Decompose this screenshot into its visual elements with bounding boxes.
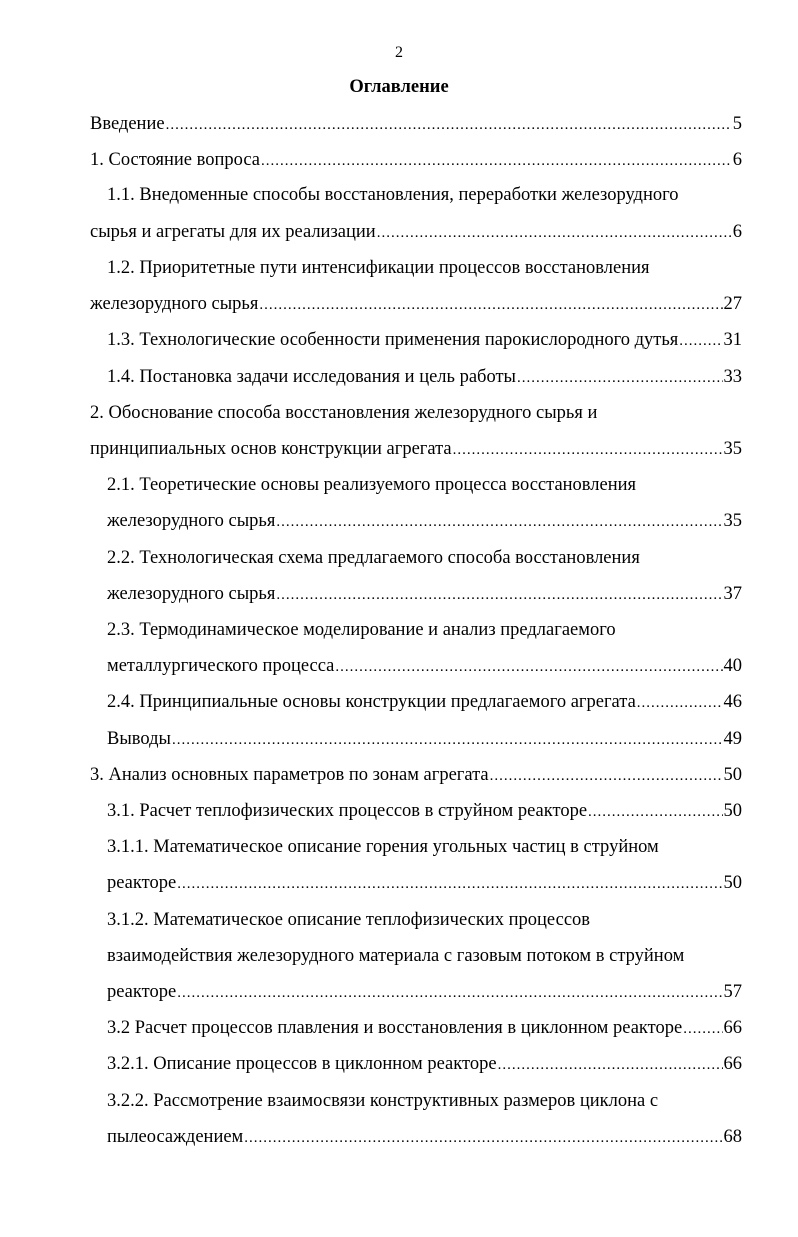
toc-entry[interactable] (107, 655, 742, 678)
toc-entry-page: 57 (723, 982, 742, 1002)
toc-entry-page: 40 (723, 656, 742, 676)
leader-dots (453, 439, 723, 461)
toc-entry[interactable] (107, 872, 742, 895)
toc-entry[interactable] (107, 800, 742, 823)
toc-entry[interactable] (107, 510, 742, 533)
leader-dots (490, 765, 723, 787)
toc-entry[interactable] (107, 329, 742, 352)
leader-dots (276, 511, 722, 533)
toc-entry-title: 3. Анализ основных параметров по зонам агрегата (90, 765, 489, 785)
leader-dots (276, 584, 722, 606)
toc-entry[interactable] (90, 113, 742, 136)
toc-entry-page: 6 (732, 150, 742, 170)
toc-entry-page: 49 (723, 729, 742, 749)
toc-entry-title: 1. Состояние вопроса (90, 150, 261, 170)
toc-entry-page: 37 (723, 584, 742, 604)
leader-dots (244, 1127, 722, 1149)
leader-dots (177, 982, 722, 1004)
toc-entry-title: Выводы (107, 729, 171, 749)
toc-entry[interactable] (107, 1126, 742, 1149)
toc-entry-title: реакторе (107, 982, 177, 1002)
toc-entry-page: 27 (723, 294, 742, 314)
toc-entry-title[interactable]: взаимодействия железорудного материала с газовым потоком в струйном (107, 946, 685, 966)
toc-entry-title: 3.2.1. Описание процессов в циклонном реакторе (107, 1054, 497, 1074)
toc-entry-title[interactable]: 2.2. Технологическая схема предлагаемого способа восстановления (107, 548, 640, 568)
toc-entry-page: 50 (723, 801, 742, 821)
toc-entry-title: 3.1. Расчет теплофизических процессов в струйном реакторе (107, 801, 588, 821)
toc-entry[interactable] (90, 764, 742, 787)
toc-entry-title[interactable]: 2.1. Теоретические основы реализуемого процесса восстановления (107, 475, 637, 495)
leader-dots (259, 294, 722, 316)
toc-entry-page: 5 (732, 114, 742, 134)
toc-entry-title[interactable]: 3.1.1. Математическое описание горения угольных частиц в струйном (107, 837, 659, 857)
toc-entry-page: 66 (723, 1054, 742, 1074)
leader-dots (166, 114, 732, 136)
toc-entry-title: реакторе (107, 873, 177, 893)
toc-entry[interactable] (90, 149, 742, 172)
toc-entry[interactable] (107, 981, 742, 1004)
toc-entry-title: Введение (90, 114, 165, 134)
toc-entry-title[interactable]: 1.1. Внедоменные способы восстановления, переработки железорудного (107, 185, 679, 205)
toc-entry-page: 6 (732, 222, 742, 242)
toc-entry[interactable] (107, 1053, 742, 1076)
toc-entry-title: 1.3. Технологические особенности применения парокислородного дутья (107, 330, 679, 350)
toc-entry[interactable] (90, 221, 742, 244)
leader-dots (637, 692, 723, 714)
toc-entry-page: 50 (723, 765, 742, 785)
toc-entry-title: сырья и агрегаты для их реализации (90, 222, 376, 242)
toc-entry-title: железорудного сырья (107, 511, 276, 531)
toc-entry-title: 1.4. Постановка задачи исследования и цель работы (107, 367, 516, 387)
toc-entry-title: железорудного сырья (107, 584, 276, 604)
toc-entry-title[interactable]: 3.1.2. Математическое описание теплофизических процессов (107, 910, 591, 930)
toc-entry[interactable] (107, 366, 742, 389)
toc-entry-page: 66 (723, 1018, 742, 1038)
toc-entry-title[interactable]: 2.3. Термодинамическое моделирование и анализ предлагаемого (107, 620, 616, 640)
leader-dots (177, 873, 722, 895)
toc-entry-title: пылеосаждением (107, 1127, 244, 1147)
leader-dots (377, 222, 732, 244)
toc-entry-page: 46 (723, 692, 742, 712)
leader-dots (335, 656, 722, 678)
leader-dots (172, 729, 723, 751)
toc-entry-page: 33 (723, 367, 742, 387)
toc-entry-page: 50 (723, 873, 742, 893)
toc-entry-title: железорудного сырья (90, 294, 259, 314)
toc-entry-title[interactable]: 3.2.2. Рассмотрение взаимосвязи конструктивных размеров циклона с (107, 1091, 659, 1111)
page-number: 2 (395, 44, 403, 61)
toc-entry-page: 31 (723, 330, 742, 350)
leader-dots (683, 1018, 722, 1040)
leader-dots (517, 367, 723, 389)
toc-entry-page: 35 (723, 439, 742, 459)
leader-dots (261, 150, 732, 172)
leader-dots (498, 1054, 723, 1076)
toc-entry[interactable] (90, 293, 742, 316)
toc-entry[interactable] (90, 438, 742, 461)
toc-entry-title: металлургического процесса (107, 656, 335, 676)
toc-title: Оглавление (349, 77, 449, 97)
toc-entry[interactable] (107, 728, 742, 751)
toc-entry-page: 68 (723, 1127, 742, 1147)
toc-entry-title[interactable]: 2. Обоснование способа восстановления железорудного сырья и (90, 403, 598, 423)
toc-entry[interactable] (107, 583, 742, 606)
toc-entry[interactable] (107, 691, 742, 714)
toc-entry-title[interactable]: 1.2. Приоритетные пути интенсификации процессов восстановления (107, 258, 650, 278)
toc-entry[interactable] (107, 1017, 742, 1040)
leader-dots (588, 801, 722, 823)
toc-entry-page: 35 (723, 511, 742, 531)
toc-entry-title: 3.2 Расчет процессов плавления и восстановления в циклонном реакторе (107, 1018, 683, 1038)
toc-entry-title: принципиальных основ конструкции агрегата (90, 439, 452, 459)
leader-dots (679, 330, 722, 352)
toc-entry-title: 2.4. Принципиальные основы конструкции предлагаемого агрегата (107, 692, 636, 712)
